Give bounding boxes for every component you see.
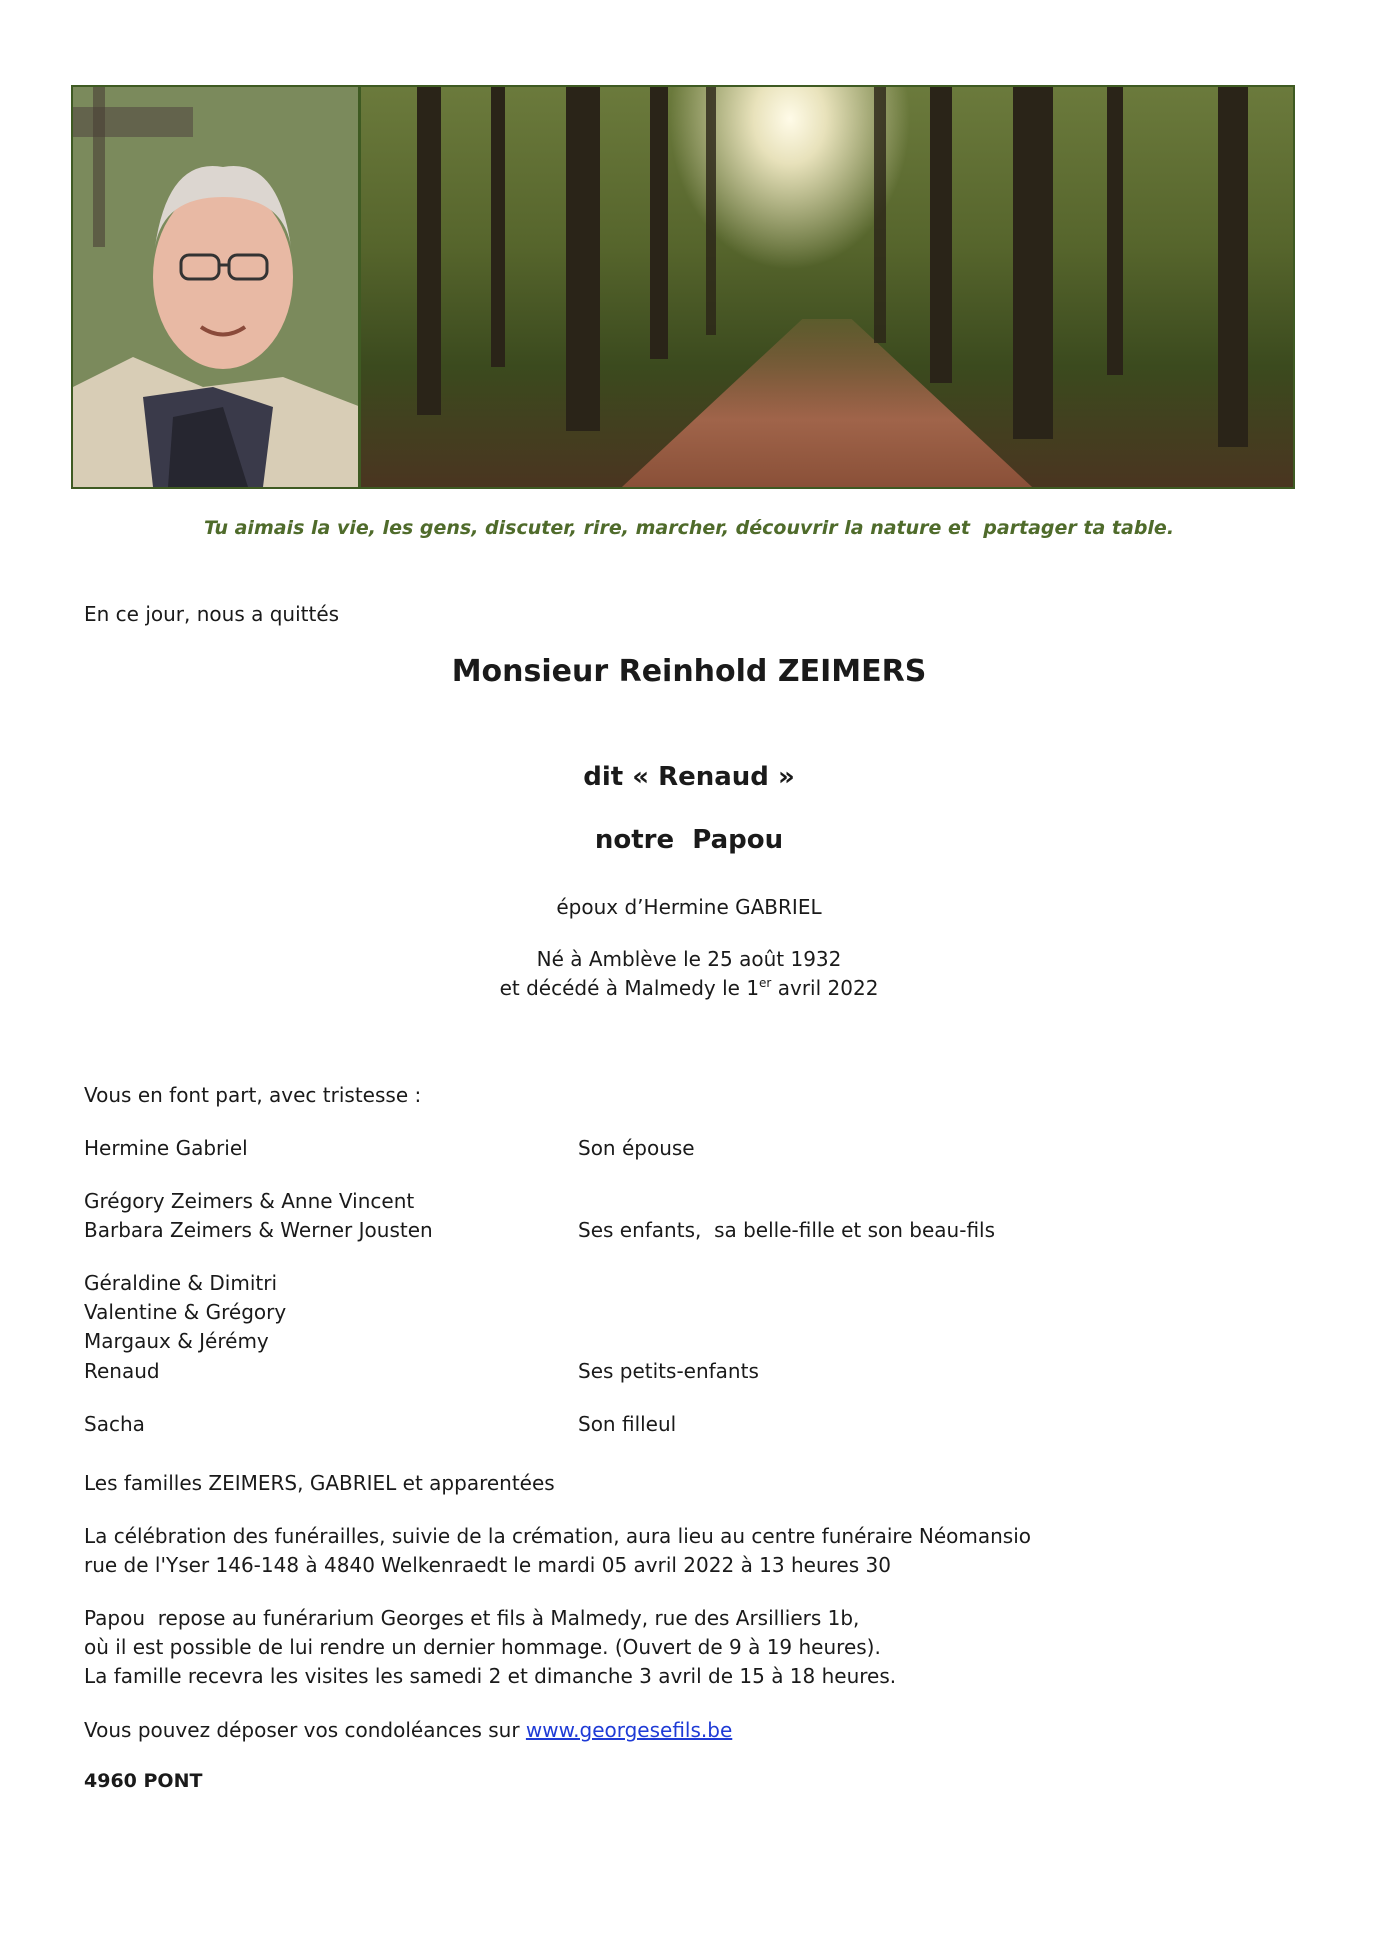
condolences-line: [84, 1718, 732, 1742]
family-nickname: notre Papou: [594, 825, 784, 855]
tree-trunk: [491, 87, 505, 367]
birth-line: Né à Amblève le 25 août 1932: [536, 947, 842, 971]
death-line: [0, 976, 1378, 1000]
tree-trunk: [1218, 87, 1248, 447]
tree-trunk: [650, 87, 668, 359]
announce-text: Vous en font part, avec tristesse :: [84, 1083, 422, 1107]
funeral-line: La célébration des funérailles, suivie de la crémation, aura lieu au centre funéraire Néomansio: [84, 1524, 1031, 1548]
families-line: Les familles ZEIMERS, GABRIEL et apparentées: [84, 1471, 555, 1495]
family-member: Barbara Zeimers & Werner Jousten: [84, 1218, 433, 1242]
family-member: Grégory Zeimers & Anne Vincent: [84, 1189, 415, 1213]
tree-trunk: [417, 87, 441, 415]
family-member: Margaux & Jérémy: [84, 1329, 269, 1353]
deceased-name: Monsieur Reinhold ZEIMERS: [451, 654, 927, 689]
family-role: Ses enfants, sa belle-fille et son beau-fils: [578, 1218, 996, 1242]
rest-line: où il est possible de lui rendre un dernier hommage. (Ouvert de 9 à 19 heures).: [84, 1635, 881, 1659]
header-banner: [71, 85, 1295, 489]
portrait-illustration: [73, 87, 361, 487]
spouse-line: époux d’Hermine GABRIEL: [556, 895, 822, 919]
death-superscript: er: [759, 976, 772, 990]
rest-line: Papou repose au funérarium Georges et fils à Malmedy, rue des Arsilliers 1b,: [84, 1606, 860, 1630]
rest-line: La famille recevra les visites les samedi 2 et dimanche 3 avril de 15 à 18 heures.: [84, 1664, 897, 1688]
family-member: Hermine Gabriel: [84, 1136, 248, 1160]
forest-path: [622, 319, 1032, 487]
family-member: Valentine & Grégory: [84, 1300, 287, 1324]
tagline: Tu aimais la vie, les gens, discuter, rire, marcher, découvrir la nature et partager ta table.: [203, 517, 1175, 539]
family-role: Son filleul: [578, 1412, 677, 1436]
family-role: Ses petits-enfants: [578, 1359, 759, 1383]
address: 4960 PONT: [84, 1770, 203, 1792]
family-member: Sacha: [84, 1412, 145, 1436]
tree-trunk: [1107, 87, 1123, 375]
condolences-text: Vous pouvez déposer vos condoléances sur: [84, 1718, 526, 1742]
family-member: Géraldine & Dimitri: [84, 1271, 277, 1295]
nickname: dit « Renaud »: [583, 762, 795, 792]
family-member: Renaud: [84, 1359, 160, 1383]
funeral-line: rue de l'Yser 146-148 à 4840 Welkenraedt le mardi 05 avril 2022 à 13 heures 30: [84, 1553, 891, 1577]
tree-trunk: [930, 87, 952, 383]
portrait-photo: [73, 87, 361, 487]
intro-text: En ce jour, nous a quittés: [84, 602, 340, 626]
forest-photo: [361, 87, 1293, 487]
death-suffix: avril 2022: [771, 976, 879, 1000]
tree-trunk: [706, 87, 716, 335]
tree-trunk: [566, 87, 600, 431]
tree-trunk: [874, 87, 886, 343]
condolences-link[interactable]: www.georgesefils.be: [525, 1718, 733, 1742]
family-role: Son épouse: [578, 1136, 695, 1160]
death-prefix: et décédé à Malmedy le 1: [499, 976, 760, 1000]
tree-trunk: [1013, 87, 1053, 439]
